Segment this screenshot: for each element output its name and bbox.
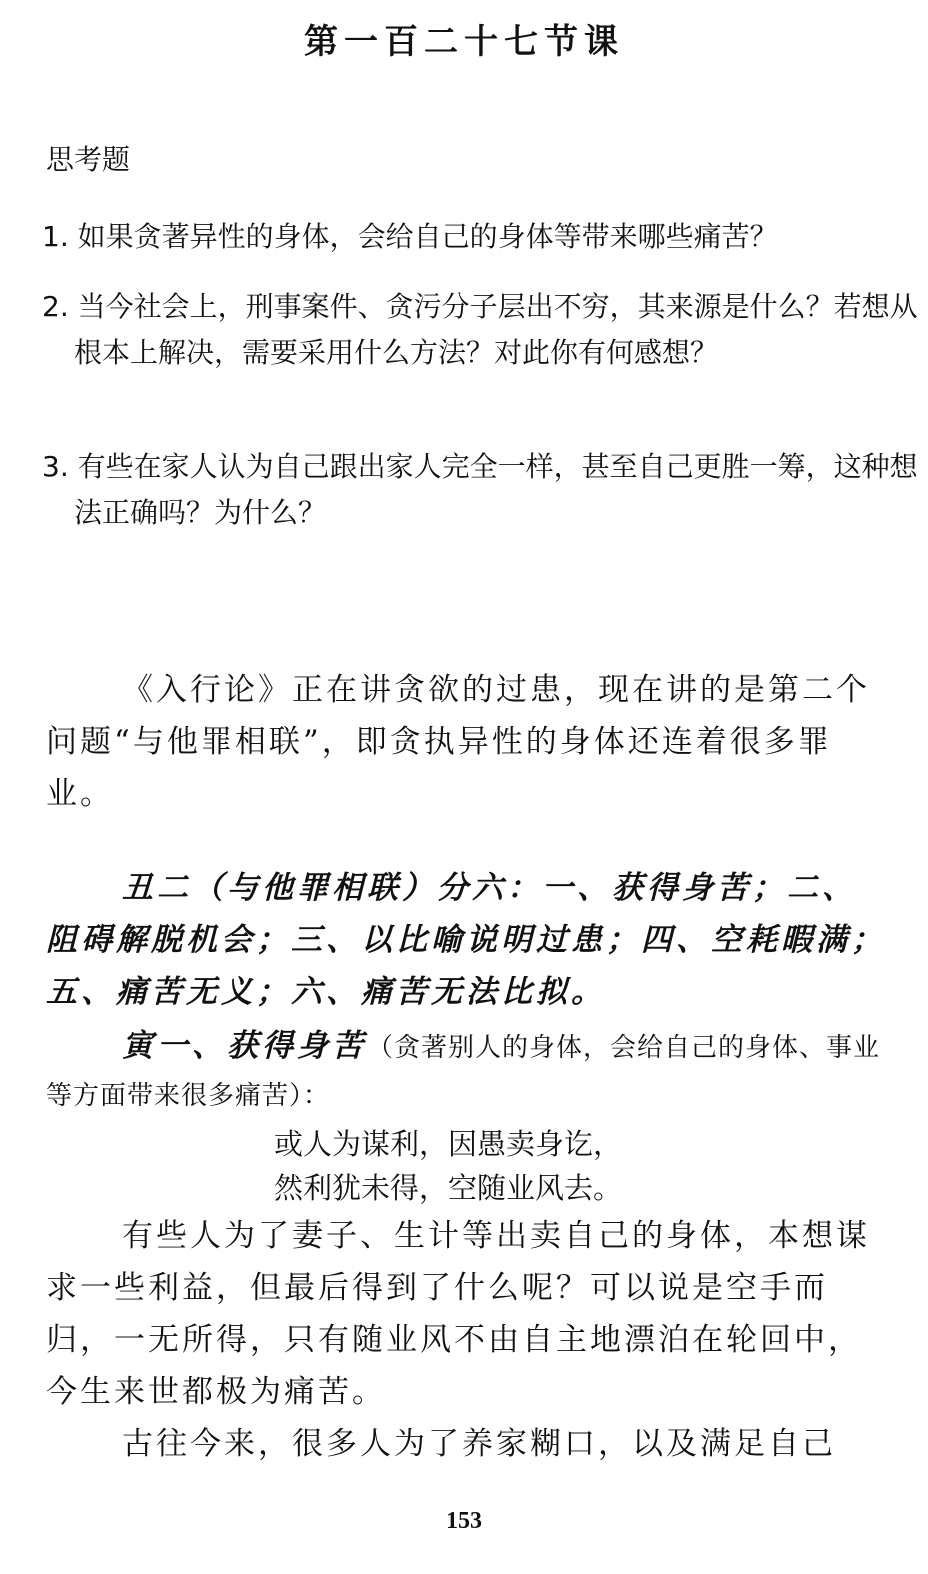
page-number: 153 — [446, 1508, 482, 1534]
questions-heading: 思考题 — [46, 143, 131, 176]
outline-paragraph: 丑二（与他罪相联）分六：一、获得身苦；二、阻碍解脱机会；三、以比喻说明过患；四、空耗暇满；五、痛苦无义；六、痛苦无法比拟。 — [46, 870, 886, 1010]
section-heading: 寅一、获得身苦 — [122, 1028, 367, 1064]
section-note: （贪著别人的身体，会给自己的身体、事业等方面带来很多痛苦）： — [46, 1033, 881, 1111]
question-item-3: 3. 有些在家人认为自己跟出家人完全一样，甚至自己更胜一筹，这种想法正确吗？为什么？ — [42, 450, 918, 529]
question-item-2: 2. 当今社会上，刑事案件、贪污分子层出不穷，其来源是什么？若想从根本上解决，需要采用什么方法？对此你有何感想？ — [42, 290, 918, 369]
question-item-1: 1. 如果贪著异性的身体，会给自己的身体等带来哪些痛苦？ — [42, 220, 778, 253]
chapter-title: 第一百二十七节课 — [304, 22, 624, 62]
commentary-paragraph: 有些人为了妻子、生计等出卖自己的身体，本想谋求一些利益，但最后得到了什么呢？可以说是空手而归，一无所得，只有随业风不由自主地漂泊在轮回中，今生来世都极为痛苦。 — [46, 1218, 870, 1410]
intro-paragraph: 《入行论》正在讲贪欲的过患，现在讲的是第二个问题“与他罪相联”，即贪执异性的身体还连着很多罪业。 — [46, 672, 870, 812]
verse-line-1: 或人为谋利，因愚卖身讫， — [274, 1127, 623, 1161]
continuing-paragraph: 古往今来，很多人为了养家糊口，以及满足自己 — [122, 1426, 836, 1462]
verse-line-2: 然利犹未得，空随业风去。 — [274, 1171, 623, 1205]
section-paragraph — [46, 1022, 888, 1120]
